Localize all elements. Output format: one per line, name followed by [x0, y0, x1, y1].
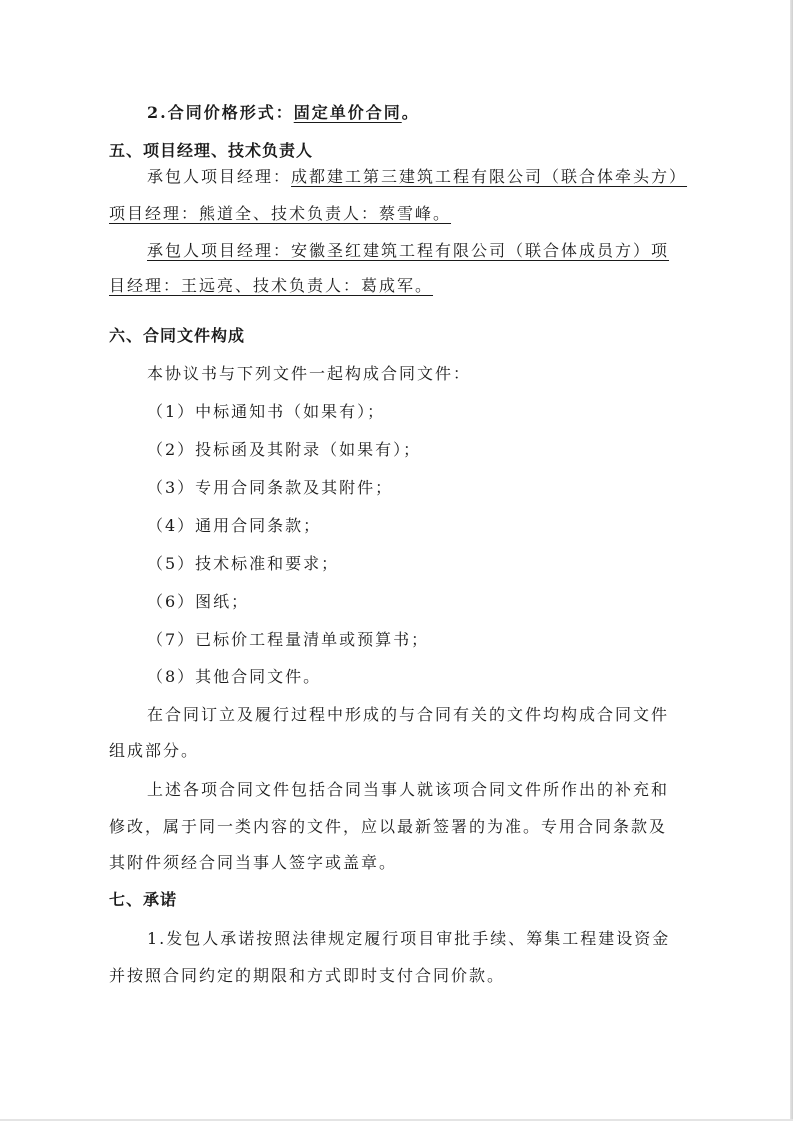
section-5-line-1 [147, 166, 687, 188]
list-item: （3）专用合同条款及其附件； [147, 478, 394, 497]
section-6-para-1-line-2: 组成部分。 [109, 741, 200, 760]
section-6-intro: 本协议书与下列文件一起构成合同文件： [147, 364, 472, 383]
section-5-line-2: 项目经理：熊道全、技术负责人：蔡雪峰。 [109, 204, 452, 223]
price-form-label: 2.合同价格形式： [147, 103, 294, 122]
section-7-para-1-line-2: 并按照合同约定的期限和方式即时支付合同价款。 [109, 966, 506, 985]
contractor-pm-lead: 成都建工第三建筑工程有限公司（联合体牵头方） [291, 167, 688, 186]
section-7-para-1-line-1: 1.发包人承诺按照法律规定履行项目审批手续、筹集工程建设资金 [147, 929, 671, 948]
price-form-line [147, 102, 420, 124]
section-6-heading: 六、合同文件构成 [109, 326, 246, 345]
list-item: （4）通用合同条款； [147, 516, 322, 535]
list-item: （6）图纸； [147, 592, 250, 611]
section-6-para-2-line-3: 其附件须经合同当事人签字或盖章。 [109, 853, 398, 872]
section-5-heading: 五、项目经理、技术负责人 [109, 141, 314, 160]
section-6-para-2-line-2: 修改，属于同一类内容的文件，应以最新签署的为准。专用合同条款及 [109, 817, 668, 836]
list-item: （8）其他合同文件。 [147, 667, 322, 686]
list-item: （2）投标函及其附录（如果有）； [147, 440, 422, 459]
section-5-line-3: 承包人项目经理：安徽圣红建筑工程有限公司（联合体成员方）项 [147, 241, 670, 260]
contractor-pm-label: 承包人项目经理： [147, 167, 292, 186]
section-5-line-4: 目经理：王远亮、技术负责人：葛成军。 [109, 276, 434, 295]
section-7-heading: 七、承诺 [109, 890, 178, 909]
list-item: （7）已标价工程量清单或预算书； [147, 630, 430, 649]
list-item: （1）中标通知书（如果有）； [147, 402, 386, 421]
price-form-end: 。 [401, 103, 420, 122]
list-item: （5）技术标准和要求； [147, 554, 340, 573]
section-6-para-1-line-1: 在合同订立及履行过程中形成的与合同有关的文件均构成合同文件 [147, 705, 670, 724]
section-6-para-2-line-1: 上述各项合同文件包括合同当事人就该项合同文件所作出的补充和 [147, 780, 670, 799]
price-form-value: 固定单价合同 [293, 103, 402, 122]
